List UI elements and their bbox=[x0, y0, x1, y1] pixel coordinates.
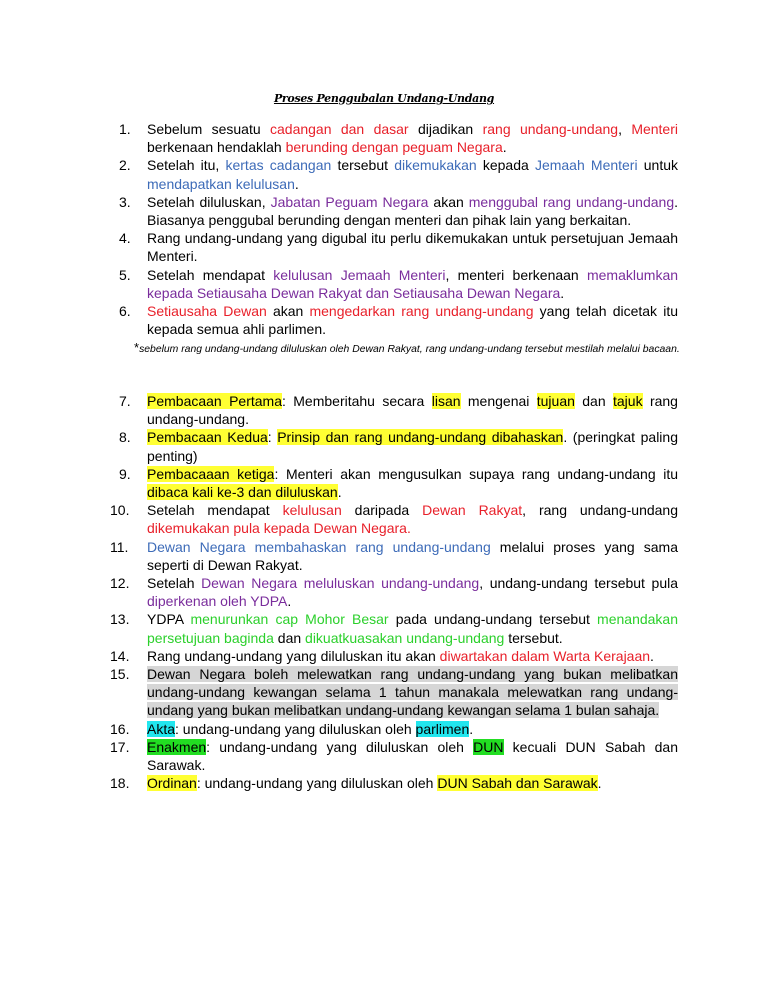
list-item-text: dan bbox=[574, 393, 613, 409]
list-item-number: 13. bbox=[110, 611, 130, 628]
list-item-number: 5. bbox=[119, 266, 131, 283]
list-item-text: tersebut bbox=[331, 157, 395, 174]
list-item-text: : undang-undang yang diluluskan oleh bbox=[206, 738, 474, 755]
list-item bbox=[110, 156, 678, 192]
list-item-text: akan bbox=[266, 303, 310, 320]
list-item-number: 17. bbox=[110, 738, 130, 755]
list-item-text: Dewan Rakyat bbox=[422, 502, 523, 519]
list-item-text: Setelah mendapat bbox=[147, 502, 283, 519]
list-item bbox=[110, 392, 678, 428]
list-item-text: melalui proses yang sama seperti di Dewan Rakyat. bbox=[147, 538, 678, 573]
list-item-text: diperkenan oleh YDPA bbox=[147, 593, 288, 610]
list-item-text: Setelah diluluskan, bbox=[147, 193, 271, 210]
list-item-number: 14. bbox=[110, 647, 130, 664]
list-item-text: Setelah bbox=[147, 575, 202, 592]
list-item-number: 9. bbox=[119, 465, 131, 482]
list-item-text: Setelah itu, bbox=[147, 157, 226, 174]
note-asterisk: * bbox=[134, 340, 140, 355]
list-item-text: DUN bbox=[473, 738, 504, 755]
list-item-text: YDPA bbox=[147, 611, 191, 628]
list-item bbox=[110, 574, 678, 610]
list-item-text: Akta bbox=[147, 720, 176, 737]
list-item-text: menurunkan cap Mohor Besar bbox=[190, 611, 389, 628]
steps-list-part1 bbox=[110, 120, 678, 338]
list-item-text: daripada bbox=[341, 502, 423, 519]
list-item-text: Enakmen bbox=[147, 738, 207, 755]
list-item-text: berunding dengan peguam Negara bbox=[285, 139, 503, 156]
list-item-text: , rang undang-undang bbox=[522, 502, 678, 519]
list-item-number: 2. bbox=[119, 157, 131, 174]
list-item-text: Prinsip dan rang undang-undang dibahaskan bbox=[277, 429, 564, 446]
list-item-text: : Memberitahu secara bbox=[282, 393, 432, 409]
list-item-text: Setelah mendapat bbox=[147, 266, 274, 283]
list-item-text: rang undang-undang. bbox=[147, 393, 678, 428]
list-item bbox=[110, 465, 678, 501]
list-item-number: 16. bbox=[110, 720, 130, 737]
list-item-text: menggubal rang undang-undang bbox=[468, 193, 675, 210]
list-item-text: kertas cadangan bbox=[225, 157, 332, 174]
list-item-number: 12. bbox=[110, 575, 130, 592]
list-item-text: . bbox=[502, 139, 507, 156]
list-item-text: Pembacaaan ketiga bbox=[147, 465, 275, 482]
list-item-text: lisan bbox=[431, 393, 461, 409]
list-item-number: 4. bbox=[119, 230, 131, 247]
list-item-text: . bbox=[469, 720, 474, 737]
list-item-text: . bbox=[597, 775, 602, 792]
list-item-text: dikemukakan bbox=[394, 157, 477, 174]
list-item bbox=[110, 428, 678, 464]
list-item-text: Jemaah Menteri bbox=[534, 157, 638, 174]
list-item-number: 8. bbox=[119, 429, 131, 446]
list-item-text: kelulusan bbox=[282, 502, 342, 519]
list-item-text: diwartakan dalam Warta Kerajaan bbox=[439, 647, 651, 664]
list-item-text: . bbox=[287, 593, 292, 610]
list-item-text: Rang undang-undang yang digubal itu perlu dikemukakan untuk persetujuan Jemaah Menteri. bbox=[147, 230, 678, 265]
list-item-text: untuk bbox=[637, 157, 678, 174]
list-item-text: . bbox=[650, 647, 654, 664]
list-item bbox=[110, 774, 678, 792]
list-item-number: 7. bbox=[119, 393, 131, 409]
list-item-text: mendapatkan kelulusan bbox=[147, 175, 295, 192]
list-item-text: Setiausaha Dewan bbox=[147, 303, 267, 320]
list-item-text: dikemukakan pula kepada Dewan Negara. bbox=[147, 520, 411, 537]
list-item-text: cadangan dan dasar bbox=[270, 121, 409, 137]
list-item-number: 15. bbox=[110, 666, 130, 683]
list-item-number: 10. bbox=[110, 502, 130, 519]
list-item-text: tersebut. bbox=[504, 629, 563, 646]
list-item-text: dan bbox=[273, 629, 306, 646]
list-item-text: . Biasanya penggubal berunding dengan menteri dan pihak lain yang berkaitan. bbox=[147, 193, 679, 229]
list-item-text: mengenai bbox=[460, 393, 537, 409]
list-item bbox=[110, 665, 678, 720]
list-item bbox=[110, 229, 678, 265]
list-item-text: menandakan persetujuan baginda bbox=[147, 611, 678, 646]
list-item bbox=[110, 193, 678, 229]
list-item-text: parlimen bbox=[415, 720, 470, 737]
list-item-number: 6. bbox=[119, 303, 131, 320]
list-item bbox=[110, 738, 678, 774]
list-item-text: kelulusan Jemaah Menteri bbox=[273, 266, 446, 283]
list-item-text: , menteri berkenaan bbox=[445, 266, 587, 283]
list-item-text: . bbox=[337, 484, 342, 501]
list-item-text: dibaca kali ke-3 dan diluluskan bbox=[147, 484, 338, 501]
list-item bbox=[110, 302, 678, 338]
list-item-text: dijadikan bbox=[408, 121, 483, 137]
list-item-text: Sebelum sesuatu bbox=[147, 121, 270, 137]
list-item-text: kepada bbox=[476, 157, 535, 174]
list-item-text: Pembacaan Pertama bbox=[147, 393, 282, 409]
list-item-text: rang undang-undang bbox=[482, 121, 619, 137]
list-item-text: , undang-undang tersebut pula bbox=[479, 575, 678, 592]
list-item bbox=[110, 610, 678, 646]
list-item-text: Menteri bbox=[631, 121, 678, 137]
steps-list-part2 bbox=[110, 392, 678, 792]
list-item-number: 18. bbox=[110, 775, 130, 792]
list-item bbox=[110, 501, 678, 537]
list-item-text: dikuatkuasakan undang-undang bbox=[305, 629, 505, 646]
list-item-text: tujuan bbox=[536, 393, 575, 409]
list-item-text: . (peringkat paling penting) bbox=[147, 429, 678, 464]
list-item-text: pada undang-undang tersebut bbox=[388, 611, 598, 628]
list-item-text: Rang undang-undang yang diluluskan itu akan bbox=[147, 647, 440, 664]
list-item bbox=[110, 538, 678, 574]
list-item bbox=[110, 266, 678, 302]
list-item-text: . bbox=[560, 284, 565, 301]
list-item-text: DUN Sabah dan Sarawak bbox=[437, 775, 598, 792]
list-item-text: : undang-undang yang diluluskan oleh bbox=[196, 775, 438, 792]
document-title: Proses Penggubalan Undang-Undang bbox=[273, 92, 495, 105]
list-item-text: : Menteri akan mengusulkan supaya rang undang-undang itu bbox=[274, 465, 678, 482]
list-item-text: akan bbox=[428, 193, 469, 210]
list-item-text: Jabatan Peguam Negara bbox=[270, 193, 429, 210]
list-item-text: yang telah dicetak itu kepada semua ahli parlimen. bbox=[147, 303, 678, 338]
list-item-text: Pembacaan Kedua bbox=[147, 429, 268, 446]
list-item-text: . bbox=[294, 175, 299, 192]
list-item-text: Ordinan bbox=[147, 775, 197, 792]
list-item-text: Dewan Negara boleh melewatkan rang undang-undang yang bukan melibatkan undang-undang kewangan selama 1 tahun manakala melewatkan rang undang-undang yang bukan melibatkan undang-undang kewangan selama 1 bulan sahaja. bbox=[147, 666, 678, 719]
list-item-text: tajuk bbox=[613, 393, 643, 409]
list-item-text: , bbox=[618, 121, 632, 137]
list-item-text: Dewan Negara meluluskan undang-undang bbox=[201, 575, 480, 592]
list-item-text: : undang-undang yang diluluskan oleh bbox=[175, 720, 416, 737]
list-item bbox=[110, 120, 678, 156]
list-item-text: kecuali DUN Sabah dan Sarawak. bbox=[147, 738, 678, 774]
list-item-text: Dewan Negara membahaskan rang undang-undang bbox=[147, 538, 491, 555]
list-item bbox=[110, 720, 678, 738]
list-item-text: : bbox=[267, 429, 278, 446]
list-item-text: mengedarkan rang undang-undang bbox=[309, 303, 534, 320]
list-item bbox=[110, 647, 678, 665]
list-item-text: berkenaan hendaklah bbox=[147, 139, 286, 156]
list-item-number: 3. bbox=[119, 193, 131, 210]
list-item-number: 11. bbox=[110, 538, 129, 555]
reading-note bbox=[134, 340, 682, 358]
list-item-number: 1. bbox=[119, 121, 131, 137]
note-text: sebelum rang undang-undang diluluskan oleh Dewan Rakyat, rang undang-undang tersebut mestilah melalui bacaan. bbox=[139, 344, 680, 355]
list-item-text: memaklumkan kepada Setiausaha Dewan Rakyat dan Setiausaha Dewan Negara bbox=[147, 266, 679, 301]
